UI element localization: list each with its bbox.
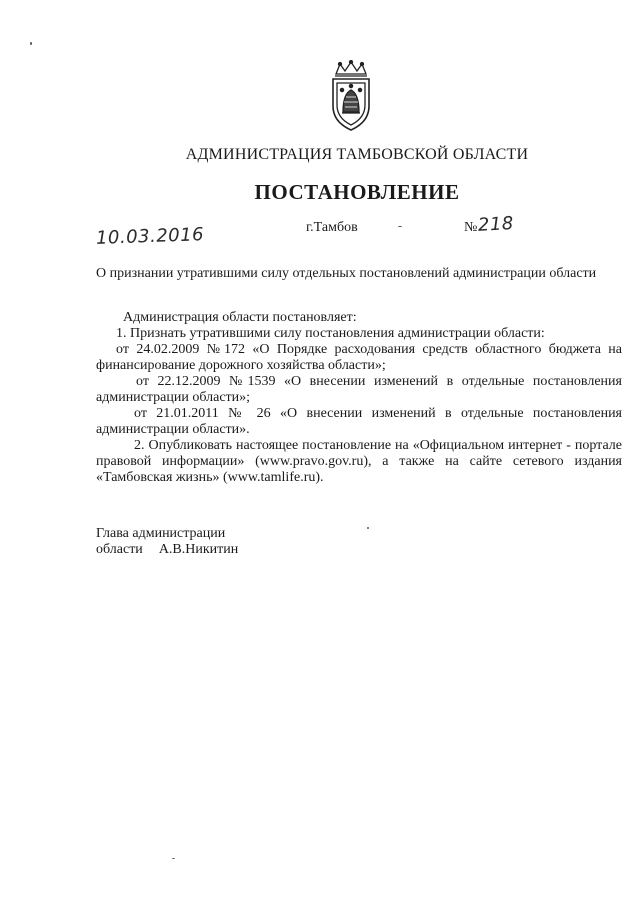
- signatory-title-line-1: Глава администрации: [96, 526, 226, 541]
- scan-speck: [30, 42, 32, 45]
- repealed-act-2: от 22.12.2009 №1539 «О внесении изменений в отдельные постановления администрации области»;: [96, 374, 622, 405]
- document-subject: О признании утратившими силу отдельных постановлений администрации области: [96, 266, 597, 281]
- document-number: 218: [477, 213, 515, 236]
- document-type-title: ПОСТАНОВЛЕНИЕ: [254, 180, 460, 204]
- organization-name: АДМИНИСТРАЦИЯ ТАМБОВСКОЙ ОБЛАСТИ: [185, 146, 529, 163]
- scan-speck: [367, 527, 369, 529]
- document-city: г.Тамбов: [306, 220, 358, 235]
- scan-speck: [398, 226, 402, 227]
- resolution-intro: Администрация области постановляет:: [123, 310, 357, 325]
- resolution-item-2: 2. Опубликовать настоящее постановление на «Официальном интернет - портале правовой информации» (www.pravo.gov.ru), а также на сайте сетевого издания «Тамбовская жизнь» (www.tamlife.ru).: [96, 438, 622, 485]
- repealed-act-3: от 21.01.2011 № 26 «О внесении изменений в отдельные постановления администрации области».: [96, 406, 622, 437]
- document-number-label: №: [464, 220, 478, 235]
- signatory-name: А.В.Никитин: [158, 542, 239, 557]
- document-date: 10.03.2016: [95, 224, 205, 249]
- resolution-item-1: 1. Признать утратившими силу постановления администрации области:: [116, 326, 545, 341]
- signature-block: [96, 526, 238, 558]
- signatory-title-line-2: области: [96, 542, 143, 557]
- coat-of-arms-emblem: [326, 60, 376, 132]
- document-body: [96, 310, 622, 486]
- scan-speck: [172, 858, 175, 859]
- repealed-act-1: от 24.02.2009 №172 «О Порядке расходования средств областного бюджета на финансирование дорожного хозяйства области»;: [96, 342, 622, 373]
